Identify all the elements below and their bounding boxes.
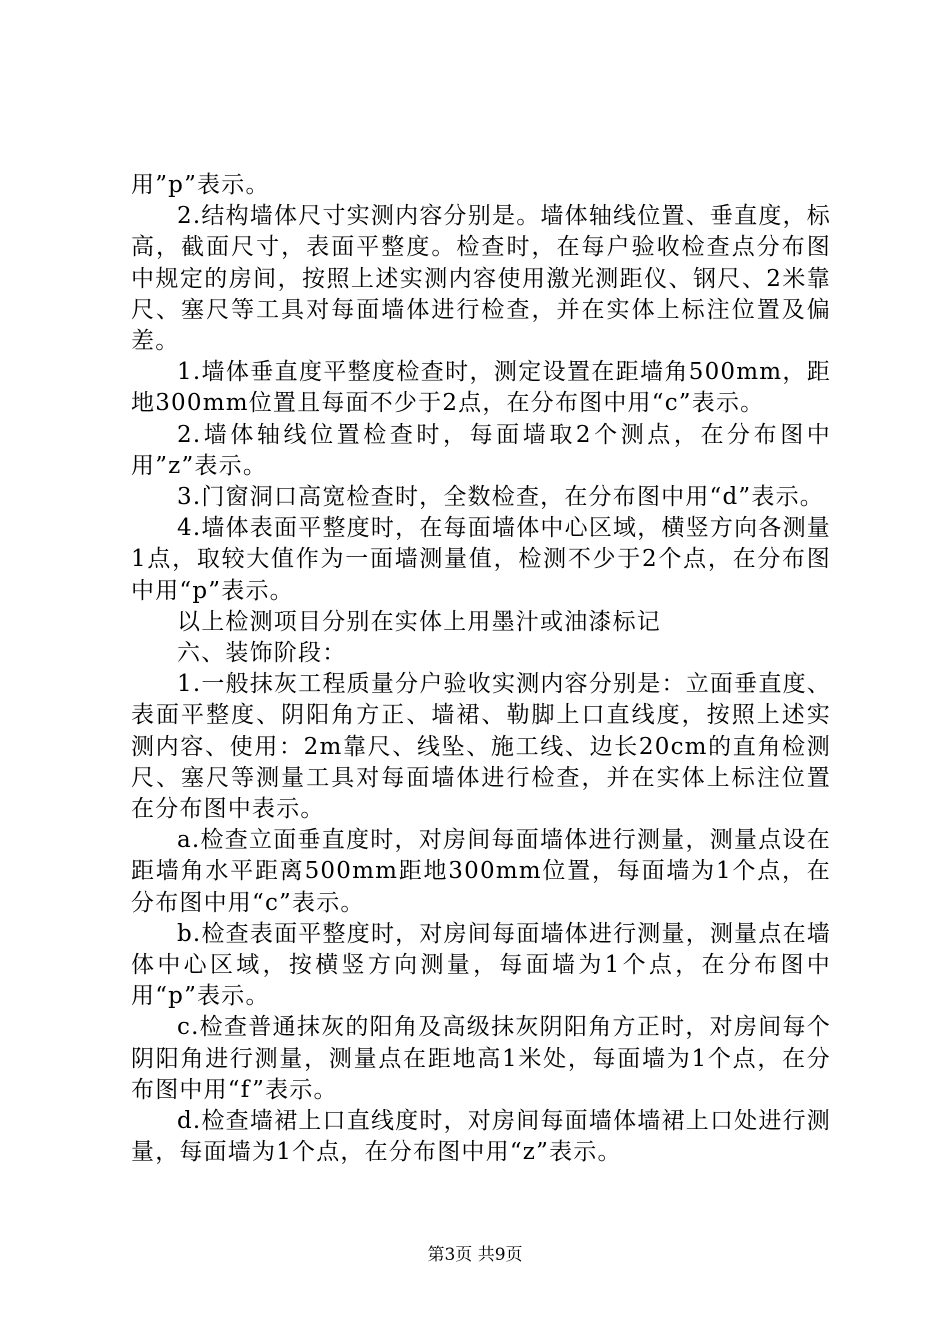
- paragraph: 3.门窗洞口高宽检查时，全数检查，在分布图中用“d”表示。: [177, 484, 824, 511]
- paragraph: 用”p”表示。: [131, 172, 270, 198]
- paragraph: c.检查普通抹灰的阳角及高级抹灰阴阳角方正时，对房间每个阴阳角进行测量，测量点在距地高1米处，每面墙为1个点，在分布图中用“f”表示。: [131, 1014, 831, 1103]
- document-body: [131, 170, 831, 1169]
- paragraph: 1.一般抹灰工程质量分户验收实测内容分别是：立面垂直度、表面平整度、阴阳角方正、墙裙、勒脚上口直线度，按照上述实测内容、使用：2m靠尺、线坠、施工线、边长20cm的直角检测尺、塞尺等测量工具对每面墙体进行检查，并在实体上标注位置在分布图中表示。: [131, 671, 831, 823]
- paragraph: 2.墙体轴线位置检查时，每面墙取2个测点，在分布图中用”z”表示。: [131, 421, 831, 479]
- page-number-footer: 第3页 共9页: [427, 1245, 523, 1265]
- paragraph: 1.墙体垂直度平整度检查时，测定设置在距墙角500mm，距地300mm位置且每面不少于2点，在分布图中用“c”表示。: [131, 359, 831, 417]
- paragraph: a.检查立面垂直度时，对房间每面墙体进行测量，测量点设在距墙角水平距离500mm距地300mm位置，每面墙为1个点，在分布图中用“c”表示。: [131, 827, 831, 916]
- section-heading: 六、装饰阶段：: [177, 640, 347, 667]
- paragraph: 2.结构墙体尺寸实测内容分别是。墙体轴线位置、垂直度，标高，截面尺寸，表面平整度。检查时，在每户验收检查点分布图中规定的房间，按照上述实测内容使用激光测距仪、钢尺、2米靠尺、塞尺等工具对每面墙体进行检查，并在实体上标注位置及偏差。: [131, 203, 831, 355]
- paragraph: d.检查墙裙上口直线度时，对房间每面墙体墙裙上口处进行测量，每面墙为1个点，在分布图中用“z”表示。: [131, 1108, 831, 1166]
- paragraph: 4.墙体表面平整度时，在每面墙体中心区域，横竖方向各测量1点，取较大值作为一面墙测量值，检测不少于2个点，在分布图中用“p”表示。: [131, 515, 831, 604]
- paragraph: 以上检测项目分别在实体上用墨汁或油漆标记: [177, 608, 661, 635]
- paragraph: b.检查表面平整度时，对房间每面墙体进行测量，测量点在墙体中心区域，按横竖方向测量，每面墙为1个点，在分布图中用“p”表示。: [131, 920, 831, 1010]
